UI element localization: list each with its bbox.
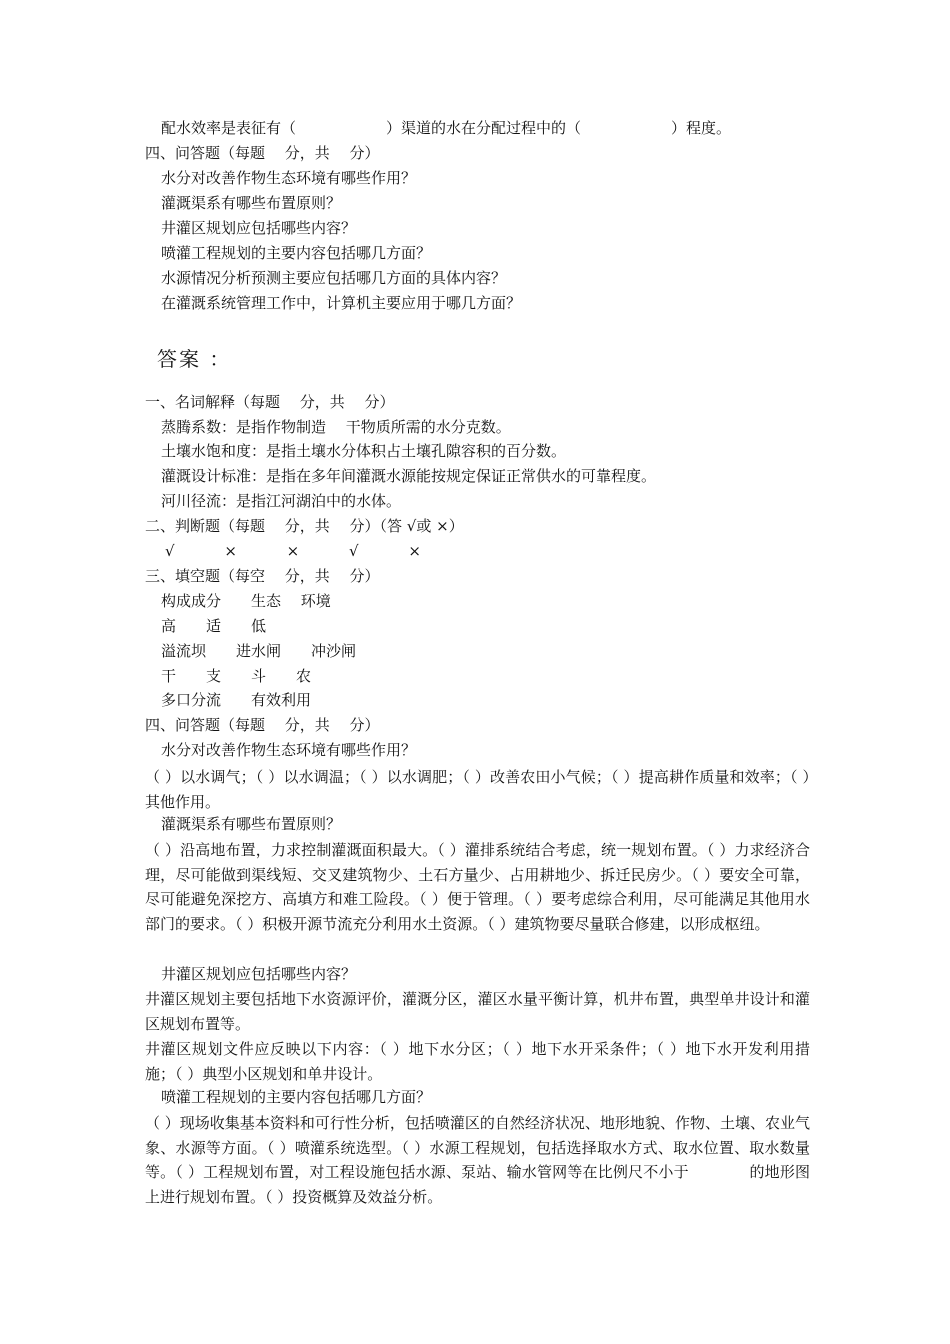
answer-question: 灌溉渠系有哪些布置原则？ — [161, 815, 342, 833]
section-heading-fill-blank: 三、填空题（每空 分，共 分） — [145, 567, 380, 585]
answer-paragraph: （ ）沿高地布置，力求控制灌溉面积最大。（ ）灌排系统结合考虑，统一规划布置。（ ）力求经济合理，尽可能做到渠线短、交叉建筑物少、土石方量少、占用耕地少、拆迁民房少。（ ）要安全可靠，尽可能避免深挖方、高填方和难工险段。（ ）便于管理。（ ）要考虑综合利用，尽可能满足其他用水部门的要求。（ ）积极开源节流充分利用水土资源。（ ）建筑物要尽量联合修建，以形成枢纽。 — [145, 841, 810, 933]
answer-question: 喷灌工程规划的主要内容包括哪几方面？ — [161, 1088, 432, 1106]
definition-item: 河川径流：是指江河湖泊中的水体。 — [161, 492, 402, 510]
question-item: 喷灌工程规划的主要内容包括哪几方面？ — [161, 244, 432, 262]
fill-blank-question: 配水效率是表征有（ ）渠道的水在分配过程中的（ ）程度。 — [161, 119, 732, 137]
question-item: 水分对改善作物生态环境有哪些作用？ — [161, 169, 417, 187]
section-heading-qa-answers: 四、问答题（每题 分，共 分） — [145, 716, 380, 734]
fill-blank-answer-row: 构成成分 生态 环境 — [161, 592, 331, 610]
fill-blank-answer-row: 多口分流 有效利用 — [161, 691, 312, 709]
section-heading-true-false: 二、判断题（每题 分，共 分）（答 √或 ×） — [145, 517, 464, 535]
question-item: 灌溉渠系有哪些布置原则？ — [161, 194, 342, 212]
fill-blank-answer-row: 高 适 低 — [161, 617, 267, 635]
answer-paragraph: （ ）以水调气；（ ）以水调温；（ ）以水调肥；（ ）改善农田小气候；（ ）提高耕作质量和效率；（ ）其他作用。 — [145, 768, 810, 811]
answer-paragraph: 井灌区规划文件应反映以下内容：（ ）地下水分区；（ ）地下水开采条件；（ ）地下水开发利用措施；（ ）典型小区规划和单井设计。 — [145, 1040, 810, 1083]
definition-item: 灌溉设计标准：是指在多年间灌溉水源能按规定保证正常供水的可靠程度。 — [161, 467, 657, 485]
true-false-answers: √ × × √ × — [165, 542, 421, 560]
question-item: 在灌溉系统管理工作中，计算机主要应用于哪几方面？ — [161, 294, 522, 312]
answer-paragraph: 井灌区规划主要包括地下水资源评价，灌溉分区，灌区水量平衡计算，机井布置，典型单井设计和灌区规划布置等。 — [145, 990, 810, 1033]
question-item: 井灌区规划应包括哪些内容？ — [161, 219, 357, 237]
answer-paragraph: （ ）现场收集基本资料和可行性分析，包括喷灌区的自然经济状况、地形地貌、作物、土壤、农业气象、水源等方面。（ ）喷灌系统选型。（ ）水源工程规划，包括选择取水方式、取水位置、取水数量等。（ ）工程规划布置，对工程设施包括水源、泵站、输水管网等在比例尺不小于 的地形图上进行规划布置。（ ）投资概算及效益分析。 — [145, 1114, 810, 1206]
answer-question: 井灌区规划应包括哪些内容？ — [161, 965, 357, 983]
section-heading-qa: 四、问答题（每题 分，共 分） — [145, 144, 380, 162]
definition-item: 蒸腾系数：是指作物制造 干物质所需的水分克数。 — [161, 418, 511, 436]
answers-title: 答案 ： — [157, 347, 232, 371]
section-heading-definitions: 一、名词解释（每题 分，共 分） — [145, 393, 395, 411]
definition-item: 土壤水饱和度：是指土壤水分体积占土壤孔隙容积的百分数。 — [161, 442, 567, 460]
answer-question: 水分对改善作物生态环境有哪些作用？ — [161, 741, 417, 759]
question-item: 水源情况分析预测主要应包括哪几方面的具体内容？ — [161, 269, 507, 287]
fill-blank-answer-row: 干 支 斗 农 — [161, 667, 312, 685]
fill-blank-answer-row: 溢流坝 进水闸 冲沙闸 — [161, 642, 357, 660]
